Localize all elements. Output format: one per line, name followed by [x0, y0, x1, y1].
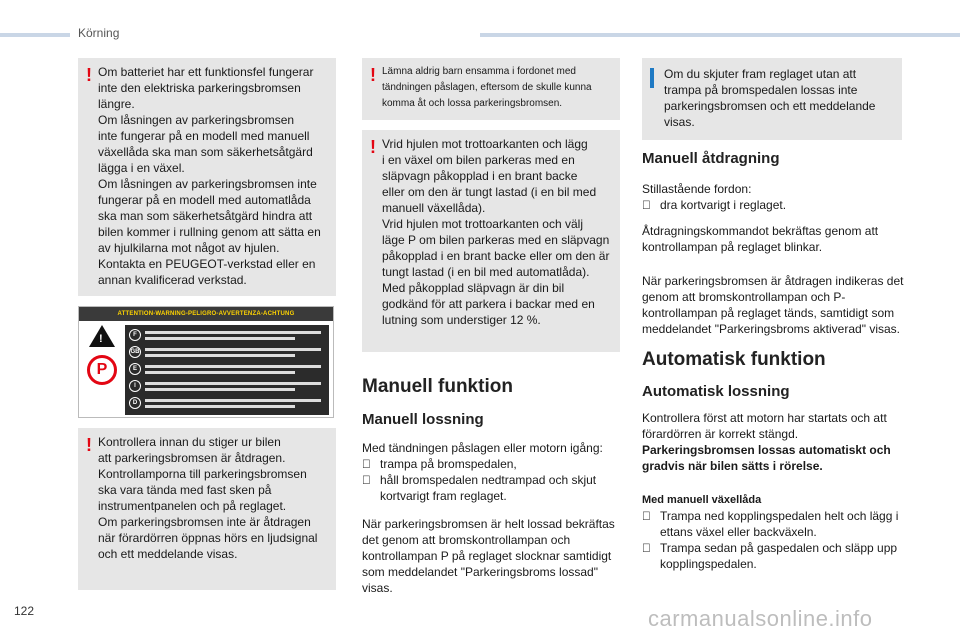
header-bar-left — [0, 33, 70, 37]
header-bar-right — [480, 33, 960, 37]
triangle-mark: ! — [99, 333, 103, 345]
lang-badge: D — [129, 397, 141, 409]
warning-box-trailer — [362, 130, 620, 352]
paragraph: Kontrollera först att motorn har startats och att förardörren är korrekt stängd. Parkeringsbromsen lossas automatiskt och gradvis när bilen sätts i rörelse. — [642, 411, 891, 473]
subsection-heading: Manuell åtdragning — [642, 150, 780, 167]
warning-sticker-image — [78, 306, 334, 418]
warning-text: Kontrollera innan du stiger ur bilen att parkeringsbromsen är åtdragen. Kontrollamporna till parkeringsbromsen ska vara tända med fast sken på instrumentpanelen och på reglaget. Om parkeringsbromsen inte är åtdragen när förardörren öppnas hörs en ljudsignal och ett meddelande visas. — [98, 435, 318, 561]
list-item: trampa på bromspedalen, — [362, 456, 620, 472]
manual-function-section — [362, 376, 620, 596]
warning-icon: ! — [370, 65, 376, 85]
sticker-header: ATTENTION-WARNING-PELIGRO-AVVERTENZA-ACHTUNG — [79, 307, 333, 321]
bullet-icon — [362, 456, 371, 472]
paragraph: När parkeringsbromsen är åtdragen indikeras det genom att bromskontrollampan och P- kontrollampan på reglaget tänds, samtidigt som meddelandet "Parkeringsbroms aktiverad" visas. — [642, 274, 904, 336]
sticker-line — [129, 363, 325, 377]
sticker-line — [129, 380, 325, 394]
bullet-icon — [642, 508, 651, 524]
paragraph: Åtdragningskommandot bekräftas genom att kontrollampan på reglaget blinkar. — [642, 224, 879, 254]
sticker-line — [129, 397, 325, 411]
lang-badge: I — [129, 380, 141, 392]
paragraph: Stillastående fordon: — [642, 182, 752, 196]
lang-badge: E — [129, 363, 141, 375]
parking-brake-icon: P — [87, 355, 117, 385]
warning-text: Vrid hjulen mot trottoarkanten och lägg i en växel om bilen parkeras med en släpvagn påkopplad i en brant backe eller om den är tungt lastad (i en bil med manuell växellåda). Vrid hjulen mot trottoarkanten och välj läge P om bilen parkeras med en släpvagn påkopplad i en brant backe eller om den är tungt lastad (i en bil med automatlåda). Med påkopplad släpvagn är din bil godkänd för att parkera i backar med en lutning som understiger 12 %. — [382, 137, 610, 327]
section-heading: Automatisk funktion — [642, 349, 826, 370]
warning-box-leave-car — [78, 428, 336, 590]
warning-icon: ! — [86, 65, 92, 85]
warning-icon: ! — [86, 435, 92, 455]
subsection-heading: Manuell lossning — [362, 411, 484, 428]
sticker-body — [125, 325, 329, 415]
manual-apply-section — [642, 150, 904, 572]
list-item: dra kortvarigt i reglaget. — [642, 197, 904, 213]
bullet-icon — [642, 197, 651, 213]
warning-box-children — [362, 58, 620, 120]
warning-box-battery — [78, 58, 336, 296]
warning-text: Lämna aldrig barn ensamma i fordonet med tändningen påslagen, eftersom de skulle kunna komma åt och lossa parkeringsbromsen. — [382, 66, 592, 109]
info-icon — [650, 68, 654, 88]
warning-text: Om batteriet har ett funktionsfel fungerar inte den elektriska parkeringsbromsen längre. Om låsningen av parkeringsbromsen inte fungerar på en modell med manuell växellåda ska man som säkerhetsåtgärd lägga i en växel. Om låsningen av parkeringsbromsen inte fungerar på en modell med automatlåda ska man som säkerhetsåtgärd hindra att bilen kommer i rullning genom att sätta en av hjulkilarna mot något av hjulen. Kontakta en PEUGEOT-verkstad eller en annan kvalificerad verkstad. — [98, 65, 321, 287]
list-item: Trampa ned kopplingspedalen helt och lägg i ettans växel eller backväxeln. — [642, 508, 904, 540]
paragraph-heading: Med manuell växellåda — [642, 494, 762, 506]
bullet-icon — [362, 472, 371, 488]
warning-icon: ! — [370, 137, 376, 157]
section-heading: Manuell funktion — [362, 376, 513, 397]
intro-text: Med tändningen påslagen eller motorn igång: — [362, 441, 603, 455]
bullet-icon — [642, 540, 651, 556]
list-item: Trampa sedan på gaspedalen och släpp upp kopplingspedalen. — [642, 540, 904, 572]
info-text: Om du skjuter fram reglaget utan att trampa på bromspedalen lossas inte parkeringsbromsen och ett meddelande visas. — [664, 67, 876, 129]
sticker-line — [129, 346, 325, 360]
lang-badge: GB — [129, 346, 141, 358]
lang-badge: F — [129, 329, 141, 341]
info-box — [642, 58, 902, 140]
sticker-line — [129, 329, 325, 343]
watermark: carmanualsonline.info — [648, 606, 873, 631]
page-number: 122 — [14, 604, 35, 618]
section-title: Körning — [78, 26, 120, 40]
subsection-heading: Automatisk lossning — [642, 383, 790, 400]
list-item: håll bromspedalen nedtrampad och skjut kortvarigt fram reglaget. — [362, 472, 620, 504]
paragraph: När parkeringsbromsen är helt lossad bekräftas det genom att bromskontrollampan och kontrollampan P på reglaget slocknar samtidigt som meddelandet "Parkeringsbroms lossad" visas. — [362, 517, 615, 595]
